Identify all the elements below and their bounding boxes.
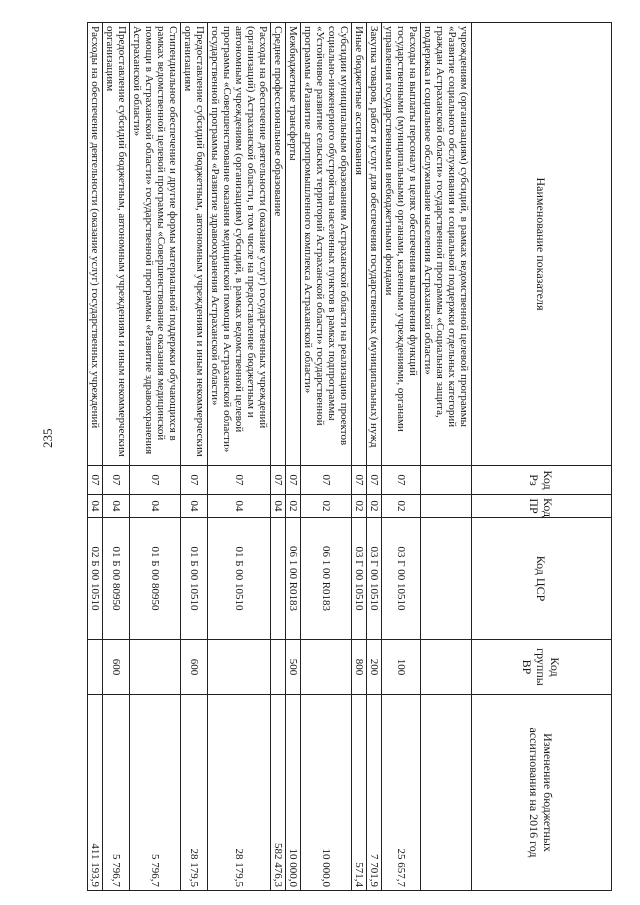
cell-pr: 04 (208, 495, 271, 518)
cell-csr: 03 Г 00 10510 (382, 518, 421, 640)
header-csr: Код ЦСР (472, 518, 612, 640)
header-rz: Код Рз (472, 466, 612, 495)
cell-vr: 100 (382, 640, 421, 695)
cell-name: Расходы на обеспечение деятельности (оказание услуг) государственных учреждений (88, 23, 103, 466)
cell-vr (130, 640, 181, 695)
cell-csr: 01 Б 00 10510 (181, 518, 208, 640)
cell-sum (421, 695, 472, 891)
header-pr: Код ПР (472, 495, 612, 518)
cell-rz: 07 (208, 466, 271, 495)
cell-vr (301, 640, 352, 695)
cell-name: Межбюджетные трансферты (286, 23, 301, 466)
cell-vr (271, 640, 286, 695)
cell-csr: 01 Б 00 10510 (208, 518, 271, 640)
table-row (181, 23, 208, 891)
cell-rz: 07 (352, 466, 367, 495)
cell-rz: 07 (88, 466, 103, 495)
cell-sum: 571,4 (352, 695, 367, 891)
budget-table (87, 22, 612, 891)
table-row (208, 23, 271, 891)
cell-sum: 28 179,5 (181, 695, 208, 891)
cell-rz: 07 (130, 466, 181, 495)
table-row (103, 23, 130, 891)
cell-rz: 07 (382, 466, 421, 495)
cell-pr: 02 (286, 495, 301, 518)
cell-csr (271, 518, 286, 640)
cell-name: Среднее профессиональное образование (271, 23, 286, 466)
cell-pr: 02 (367, 495, 382, 518)
cell-name: Стипендиальное обеспечение и другие формы материальной поддержки обучающихся в рамках ведомственной целевой программы «Совершенствование оказания медицинской помощи в Астраханской области» государственной программы «Развитие здравоохранения Астраханской области» (130, 23, 181, 466)
cell-pr (421, 495, 472, 518)
header-vr: Код группы ВР (472, 640, 612, 695)
cell-pr: 04 (103, 495, 130, 518)
header-sum: Изменение бюджетных ассигнования на 2016 год (472, 695, 612, 891)
cell-pr: 04 (88, 495, 103, 518)
cell-sum: 411 193,9 (88, 695, 103, 891)
cell-name: Закупка товаров, работ и услуг для обеспечения государственных (муниципальных) нужд (367, 23, 382, 466)
cell-csr: 06 1 00 R0183 (286, 518, 301, 640)
cell-rz (421, 466, 472, 495)
table-row (286, 23, 301, 891)
cell-vr: 200 (367, 640, 382, 695)
cell-vr (208, 640, 271, 695)
cell-name: Расходы на обеспечение деятельности (оказание услуг) государственных учреждений (организаций) Астраханской области, в том числе на предоставление бюджетным и автономным учреждениям (организациям) субсидий, в рамках ведомственной целевой программы «Совершенствование оказания медицинской помощи в Астраханской области» государственной программы «Развитие здравоохранения Астраханской области» (208, 23, 271, 466)
table-header-row (472, 23, 612, 891)
cell-sum: 5 796,7 (103, 695, 130, 891)
cell-rz: 07 (103, 466, 130, 495)
table-row (130, 23, 181, 891)
table-row (88, 23, 103, 891)
cell-pr: 04 (181, 495, 208, 518)
cell-vr (88, 640, 103, 695)
cell-sum: 582 476,3 (271, 695, 286, 891)
cell-csr: 06 1 00 R0183 (301, 518, 352, 640)
header-name: Наименование показателя (472, 23, 612, 466)
table-row (421, 23, 472, 891)
table-row (271, 23, 286, 891)
page-number: 235 (40, 428, 55, 448)
cell-rz: 07 (367, 466, 382, 495)
table-row (367, 23, 382, 891)
cell-sum: 28 179,5 (208, 695, 271, 891)
budget-table-sheet (87, 22, 612, 890)
cell-csr: 02 Б 00 10510 (88, 518, 103, 640)
cell-sum: 7 701,9 (367, 695, 382, 891)
cell-vr (421, 640, 472, 695)
cell-vr: 800 (352, 640, 367, 695)
cell-vr: 600 (181, 640, 208, 695)
cell-sum: 10 000,0 (301, 695, 352, 891)
cell-pr: 02 (382, 495, 421, 518)
cell-pr: 04 (271, 495, 286, 518)
table-row (352, 23, 367, 891)
cell-sum: 5 796,7 (130, 695, 181, 891)
cell-rz: 07 (181, 466, 208, 495)
cell-vr: 600 (103, 640, 130, 695)
cell-rz: 07 (301, 466, 352, 495)
cell-name: Расходы на выплаты персоналу в целях обеспечения выполнения функций государственными (муниципальными) органами, казенными учреждениями, органами управления государственными внебюджетными фондами (382, 23, 421, 466)
cell-csr (421, 518, 472, 640)
cell-sum: 10 000,0 (286, 695, 301, 891)
cell-name: Предоставление субсидий бюджетным, автономным учреждениям и иным некоммерческим организациям (181, 23, 208, 466)
table-row (301, 23, 352, 891)
table-row (382, 23, 421, 891)
cell-name: Иные бюджетные ассигнования (352, 23, 367, 466)
cell-name: учреждениям (организациям) субсидий, в рамках ведомственной целевой программы «Развитие социального обслуживания и социальной поддержки отдельных категорий граждан Астраханской области» государственной программы «Социальная защита, поддержка и социальное обслуживание населения Астраханской области» (421, 23, 472, 466)
cell-name: Субсидии муниципальным образованиям Астраханской области на реализацию проектов социально-инженерного обустройства населенных пунктов в рамках подпрограммы «Устойчивое развитие сельских территорий Астраханской области» государственной программы «Развитие агропромышленного комплекса Астраханской области» (301, 23, 352, 466)
cell-csr: 03 Г 00 10510 (352, 518, 367, 640)
cell-csr: 01 Б 00 80950 (103, 518, 130, 640)
cell-rz: 07 (271, 466, 286, 495)
cell-name: Предоставление субсидий бюджетным, автономным учреждениям и иным некоммерческим организациям (103, 23, 130, 466)
cell-rz: 07 (286, 466, 301, 495)
cell-csr: 03 Г 00 10510 (367, 518, 382, 640)
cell-sum: 25 657,7 (382, 695, 421, 891)
cell-csr: 01 Б 00 80950 (130, 518, 181, 640)
cell-vr: 500 (286, 640, 301, 695)
cell-pr: 02 (301, 495, 352, 518)
cell-pr: 02 (352, 495, 367, 518)
cell-pr: 04 (130, 495, 181, 518)
